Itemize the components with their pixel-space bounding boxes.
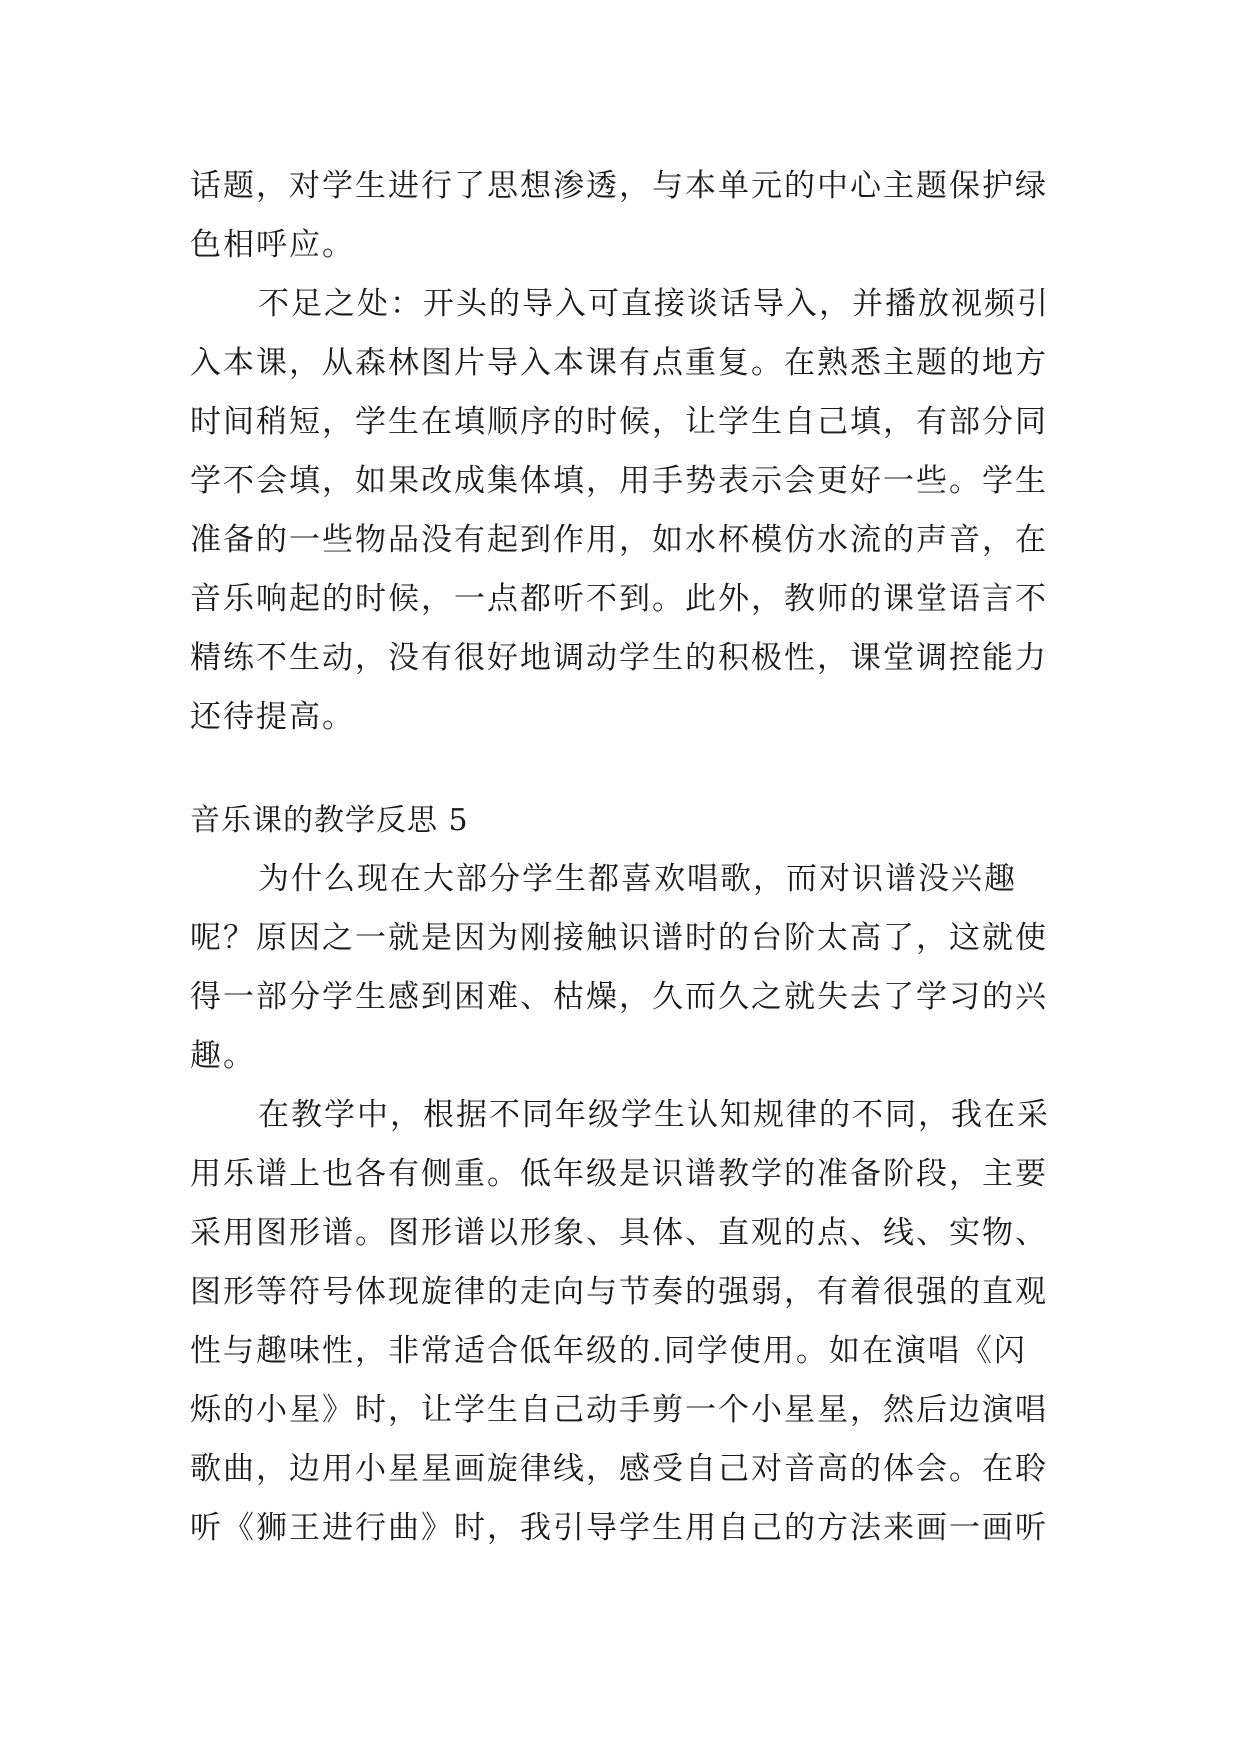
text-line: 话题，对学生进行了思想渗透，与本单元的中心主题保护绿	[190, 168, 1048, 204]
text-line: 歌曲，边用小星星画旋律线，感受自己对音高的体会。在聆	[190, 1451, 1048, 1487]
text-line: 呢？原因之一就是因为刚接触识谱时的台阶太高了，这就使	[190, 920, 1048, 956]
text-line: 性与趣味性，非常适合低年级的.同学使用。如在演唱《闪	[190, 1333, 1027, 1369]
text-line: 不足之处：开头的导入可直接谈话导入，并播放视频引	[258, 286, 1050, 322]
text-line: 为什么现在大部分学生都喜欢唱歌，而对识谱没兴趣	[258, 861, 1017, 897]
section-2	[190, 791, 1050, 1558]
text-line: 在教学中，根据不同年级学生认知规律的不同，我在采	[258, 1097, 1050, 1133]
paragraph	[190, 850, 1050, 1086]
text-line: 音乐响起的时候，一点都听不到。此外，教师的课堂语言不	[190, 581, 1048, 617]
paragraph	[190, 157, 1050, 275]
section-1	[190, 157, 1050, 747]
section-heading: 音乐课的教学反思 5	[190, 803, 469, 838]
text-line: 采用图形谱。图形谱以形象、具体、直观的点、线、实物、	[190, 1215, 1048, 1251]
text-line: 时间稍短，学生在填顺序的时候，让学生自己填，有部分同	[190, 404, 1048, 440]
text-line: 还待提高。	[190, 699, 355, 735]
text-line: 准备的一些物品没有起到作用，如水杯模仿水流的声音，在	[190, 522, 1048, 558]
text-line: 烁的小星》时，让学生自己动手剪一个小星星，然后边演唱	[190, 1392, 1048, 1428]
text-line: 色相呼应。	[190, 227, 355, 263]
text-line: 图形等符号体现旋律的走向与节奏的强弱，有着很强的直观	[190, 1274, 1048, 1310]
text-line: 精练不生动，没有很好地调动学生的积极性，课堂调控能力	[190, 640, 1048, 676]
text-line: 入本课，从森林图片导入本课有点重复。在熟悉主题的地方	[190, 345, 1048, 381]
paragraph	[190, 1086, 1050, 1558]
text-line: 用乐谱上也各有侧重。低年级是识谱教学的准备阶段，主要	[190, 1156, 1048, 1192]
text-line: 听《狮王进行曲》时，我引导学生用自己的方法来画一画听	[190, 1510, 1048, 1546]
text-line: 趣。	[190, 1038, 256, 1074]
text-line: 得一部分学生感到困难、枯燥，久而久之就失去了学习的兴	[190, 979, 1048, 1015]
paragraph	[190, 275, 1050, 747]
text-line: 学不会填，如果改成集体填，用手势表示会更好一些。学生	[190, 463, 1048, 499]
